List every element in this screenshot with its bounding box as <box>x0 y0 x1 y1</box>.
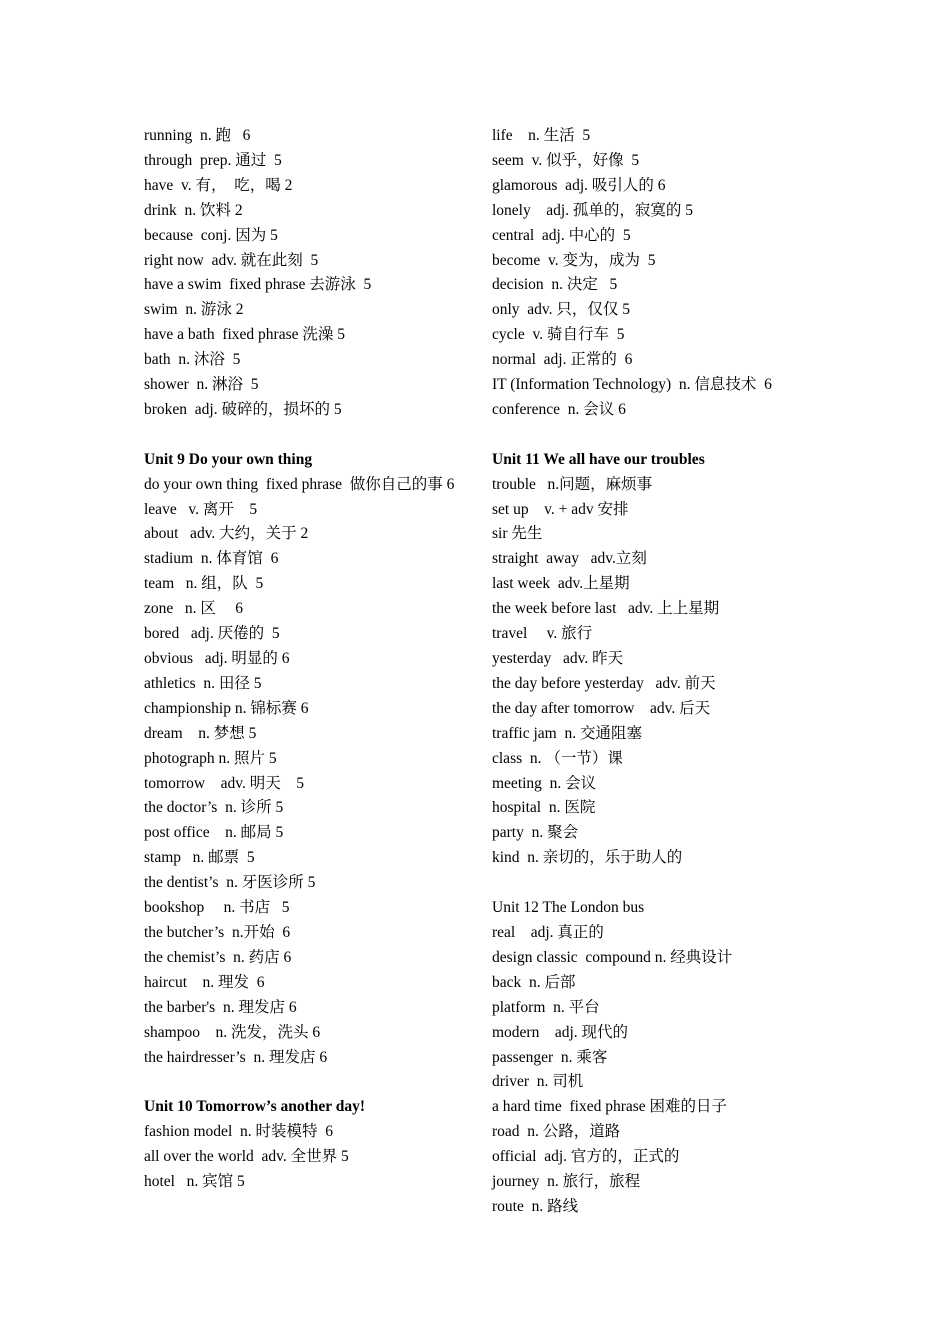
vocab-entry: broken adj. 破碎的，损坏的 5 <box>144 400 342 418</box>
vocab-entry: bath n. 沐浴 5 <box>144 351 241 369</box>
vocab-entry: running n. 跑 6 <box>144 127 251 144</box>
vocab-entry: modern adj. 现代的 <box>492 1023 629 1041</box>
vocab-entry: only adv. 只，仅仅 5 <box>492 301 631 319</box>
vocab-entry: do your own thing fixed phrase 做你自己的事 6 <box>144 475 455 493</box>
vocab-entry: Unit 12 The London bus <box>492 899 645 917</box>
vocab-entry: have v. 有， 吃，喝 2 <box>144 176 293 194</box>
vocab-entry: design classic compound n. 经典设计 <box>492 948 733 966</box>
vocab-entry: life n. 生活 5 <box>492 127 591 144</box>
vocab-entry: through prep. 通过 5 <box>144 151 282 169</box>
vocab-entry: obvious adj. 明显的 6 <box>144 650 290 668</box>
blank-line <box>144 423 456 448</box>
vocab-entry: traffic jam n. 交通阻塞 <box>492 724 642 742</box>
vocab-entry: tomorrow adv. 明天 5 <box>144 774 305 792</box>
vocab-entry: stadium n. 体育馆 6 <box>144 550 279 568</box>
vocab-entry: because conj. 因为 5 <box>144 226 278 244</box>
vocab-entry: team n. 组，队 5 <box>144 575 264 593</box>
vocab-entry: haircut n. 理发 6 <box>144 973 265 991</box>
vocab-entry: have a bath fixed phrase 洗澡 5 <box>144 326 346 344</box>
vocab-entry: passenger n. 乘客 <box>492 1048 608 1066</box>
vocab-entry: swim n. 游泳 2 <box>144 301 244 319</box>
vocab-entry: last week adv.上星期 <box>492 575 630 593</box>
vocab-entry: all over the world adv. 全世界 5 <box>144 1148 349 1166</box>
vocab-entry: shower n. 淋浴 5 <box>144 376 259 394</box>
vocab-entry: class n. （一节）课 <box>492 749 623 767</box>
vocab-entry: zone n. 区 6 <box>144 600 244 618</box>
vocab-entry: about adv. 大约，关于 2 <box>144 525 309 543</box>
vocab-entry: glamorous adj. 吸引人的 6 <box>492 176 666 194</box>
vocab-entry: official adj. 官方的，正式的 <box>492 1148 680 1166</box>
vocab-entry: route n. 路线 <box>492 1197 579 1215</box>
vocab-entry: leave v. 离开 5 <box>144 500 258 518</box>
vocab-entry: shampoo n. 洗发，洗头 6 <box>144 1023 321 1041</box>
vocab-entry: the chemist’s n. 药店 6 <box>144 948 292 966</box>
vocab-entry: right now adv. 就在此刻 5 <box>144 251 319 269</box>
vocab-entry: a hard time fixed phrase 困难的日子 <box>492 1098 728 1116</box>
vocab-entry: fashion model n. 时装模特 6 <box>144 1123 333 1141</box>
vocab-entry: the week before last adv. 上上星期 <box>492 600 720 618</box>
vocab-entry: journey n. 旅行，旅程 <box>492 1173 641 1191</box>
vocab-entry: hospital n. 医院 <box>492 799 596 817</box>
vocab-entry: straight away adv.立刻 <box>492 550 647 568</box>
vocab-entry: bored adj. 厌倦的 5 <box>144 625 280 643</box>
vocab-entry: trouble n.问题，麻烦事 <box>492 475 653 493</box>
vocab-entry: central adj. 中心的 5 <box>492 226 631 244</box>
vocab-entry: athletics n. 田径 5 <box>144 674 262 692</box>
vocab-entry: travel v. 旅行 <box>492 625 593 643</box>
blank-line <box>492 423 822 448</box>
vocab-entry: drink n. 饮料 2 <box>144 201 243 219</box>
right-column <box>492 124 822 1220</box>
vocab-entry: road n. 公路，道路 <box>492 1123 621 1141</box>
vocab-entry: hotel n. 宾馆 5 <box>144 1173 245 1191</box>
vocab-entry: dream n. 梦想 5 <box>144 724 257 742</box>
unit-heading: Unit 11 We all have our troubles <box>492 450 705 468</box>
vocab-entry: conference n. 会议 6 <box>492 400 626 418</box>
vocab-entry: the day after tomorrow adv. 后天 <box>492 699 711 717</box>
vocab-entry: championship n. 锦标赛 6 <box>144 699 309 717</box>
vocab-entry: driver n. 司机 <box>492 1073 584 1091</box>
vocab-entry: the butcher’s n.开始 6 <box>144 923 291 941</box>
vocab-entry: yesterday adv. 昨天 <box>492 650 624 668</box>
vocab-entry: sir 先生 <box>492 525 543 543</box>
vocab-entry: real adj. 真正的 <box>492 923 604 941</box>
vocab-entry: the barber's n. 理发店 6 <box>144 998 297 1016</box>
vocab-entry: the hairdresser’s n. 理发店 6 <box>144 1048 328 1066</box>
vocab-entry: normal adj. 正常的 6 <box>492 351 633 369</box>
vocab-entry: the doctor’s n. 诊所 5 <box>144 799 284 817</box>
vocab-entry: lonely adj. 孤单的，寂寞的 5 <box>492 201 694 219</box>
vocab-entry: set up v. + adv 安排 <box>492 500 629 518</box>
vocab-entry: become v. 变为，成为 5 <box>492 251 656 269</box>
vocab-entry: platform n. 平台 <box>492 998 600 1016</box>
vocab-entry: IT (Information Technology) n. 信息技术 6 <box>492 376 772 394</box>
vocab-entry: decision n. 决定 5 <box>492 276 618 294</box>
vocab-entry: the day before yesterday adv. 前天 <box>492 674 716 692</box>
unit-heading: Unit 9 Do your own thing <box>144 450 313 468</box>
vocab-entry: kind n. 亲切的，乐于助人的 <box>492 849 683 867</box>
vocab-entry: post office n. 邮局 5 <box>144 824 284 842</box>
vocab-entry: the dentist’s n. 牙医诊所 5 <box>144 874 316 892</box>
vocab-entry: party n. 聚会 <box>492 824 579 842</box>
vocab-entry: back n. 后部 <box>492 973 576 991</box>
vocab-entry: cycle v. 骑自行车 5 <box>492 326 625 344</box>
vocab-entry: meeting n. 会议 <box>492 774 597 792</box>
blank-line <box>144 1070 456 1095</box>
vocab-entry: seem v. 似乎，好像 5 <box>492 151 640 169</box>
left-column <box>144 124 456 1195</box>
vocab-entry: photograph n. 照片 5 <box>144 749 277 767</box>
vocab-entry: have a swim fixed phrase 去游泳 5 <box>144 276 372 294</box>
vocab-entry: stamp n. 邮票 5 <box>144 849 255 867</box>
unit-heading: Unit 10 Tomorrow’s another day! <box>144 1098 366 1116</box>
vocab-entry: bookshop n. 书店 5 <box>144 899 290 917</box>
blank-line <box>492 871 822 896</box>
